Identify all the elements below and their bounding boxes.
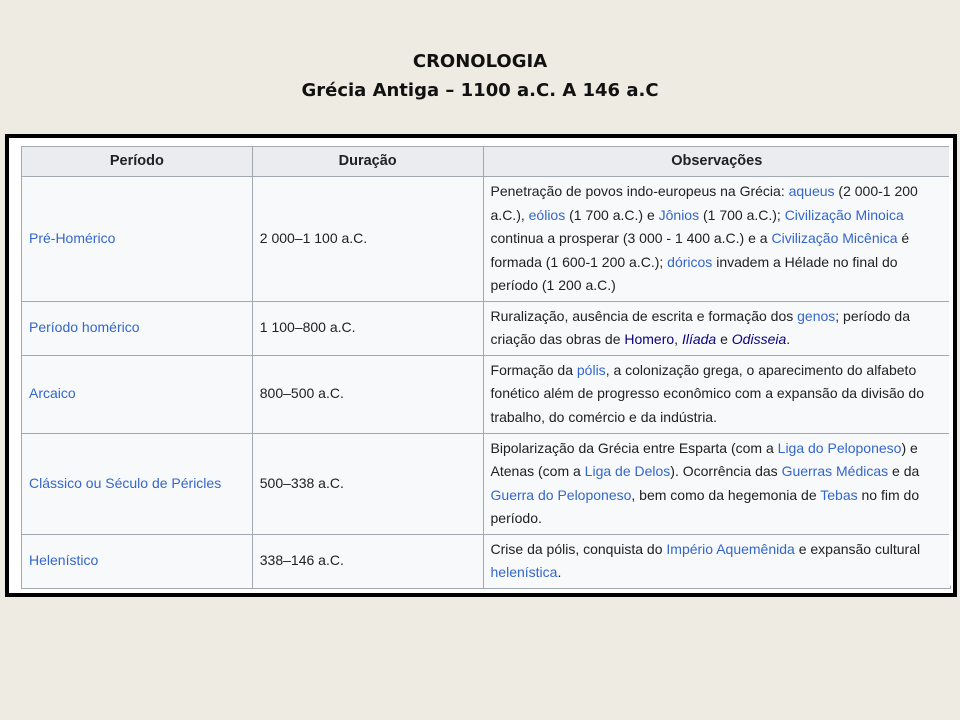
period-link[interactable]: Arcaico (22, 355, 253, 433)
observation-text: Formação da (490, 361, 577, 378)
observation-link[interactable]: Guerra do Peloponeso (490, 486, 632, 503)
observation-link[interactable]: Liga do Peloponeso (777, 439, 902, 456)
table-header-row (22, 147, 951, 177)
title-line-2: Grécia Antiga – 1100 a.C. A 146 a.C (301, 80, 659, 101)
title-line-1: CRONOLOGIA (412, 51, 548, 72)
observation-link[interactable]: Tebas (820, 486, 858, 503)
observation-text: no fim do período. (490, 486, 920, 526)
observation-text: Penetração de povos indo-europeus na Grécia: (490, 183, 789, 199)
observation-text: Crise da pólis, conquista do (490, 540, 667, 557)
observation-text: . (786, 331, 791, 347)
duration-cell: 1 100–800 a.C. (252, 301, 483, 355)
table-edge-mask (949, 146, 953, 586)
table-row (22, 301, 951, 355)
slide-title (0, 47, 960, 105)
observation-text: (1 700 a.C.); (699, 206, 785, 223)
period-link[interactable]: Clássico ou Século de Péricles (22, 433, 253, 534)
observation-text: e da (888, 463, 920, 479)
observation-text: . (557, 564, 562, 580)
header-period[interactable]: Período (22, 147, 253, 177)
chronology-table (21, 146, 951, 589)
observation-link[interactable]: Ilíada (681, 331, 717, 347)
observation-link[interactable]: dóricos (667, 253, 713, 270)
duration-cell: 800–500 a.C. (252, 355, 483, 433)
observation-text: e expansão cultural (794, 540, 921, 557)
observation-text: , bem como da hegemonia de (631, 486, 821, 503)
observation-link[interactable]: Império Aquemênida (666, 540, 795, 557)
observation-text: ). Ocorrência das (670, 463, 782, 479)
observation-link[interactable]: pólis (576, 361, 606, 378)
observation-link[interactable]: Liga de Delos (584, 463, 671, 479)
observations-cell (483, 534, 950, 588)
period-link[interactable]: Pré-Homérico (22, 177, 253, 302)
observation-text: , (674, 331, 682, 347)
observation-text: Bipolarização da Grécia entre Esparta (com a (490, 439, 778, 456)
header-duration[interactable]: Duração (252, 147, 483, 177)
period-link[interactable]: Helenístico (22, 534, 253, 588)
observations-cell (483, 177, 950, 302)
duration-cell: 2 000–1 100 a.C. (252, 177, 483, 302)
observation-link[interactable]: Jônios (658, 206, 700, 223)
duration-cell: 338–146 a.C. (252, 534, 483, 588)
observation-text: e (716, 331, 732, 347)
observation-text: , a colonização grega, o aparecimento do alfabeto fonético além de progresso econômico com a expansão da divisão do trabalho, do comércio e da indústria. (490, 361, 924, 425)
period-link[interactable]: Período homérico (22, 301, 253, 355)
observation-text: (2 000-1 200 a.C.), (490, 183, 918, 223)
observation-text: ; período da criação das obras de (490, 307, 911, 347)
observation-text: invadem a Hélade no final do período (1 200 a.C.) (490, 253, 898, 293)
observation-text: Ruralização, ausência de escrita e formação dos (490, 307, 798, 324)
header-observations[interactable]: Observações (483, 147, 950, 177)
observations-cell (483, 355, 950, 433)
observation-text: ) e Atenas (com a (490, 439, 918, 479)
table-row (22, 177, 951, 302)
observation-link[interactable]: Odisseia (731, 331, 787, 347)
observation-text: continua a prosperar (3 000 - 1 400 a.C.) e a (490, 230, 772, 246)
observation-link[interactable]: eólios (528, 206, 566, 223)
observation-link[interactable]: Homero (624, 331, 675, 347)
observation-link[interactable]: aqueus (788, 183, 835, 199)
observation-link[interactable]: Civilização Minoica (784, 206, 904, 223)
observation-link[interactable]: Civilização Micênica (771, 230, 898, 246)
table-row (22, 355, 951, 433)
observations-cell (483, 433, 950, 534)
observations-cell (483, 301, 950, 355)
observation-link[interactable]: helenística (490, 564, 558, 580)
observation-text: é formada (1 600-1 200 a.C.); (490, 230, 910, 270)
table-row (22, 433, 951, 534)
observation-link[interactable]: genos (797, 307, 836, 324)
duration-cell: 500–338 a.C. (252, 433, 483, 534)
table-row (22, 534, 951, 588)
observation-link[interactable]: Guerras Médicas (781, 463, 889, 479)
observation-text: (1 700 a.C.) e (565, 206, 659, 223)
table-frame (5, 134, 957, 597)
